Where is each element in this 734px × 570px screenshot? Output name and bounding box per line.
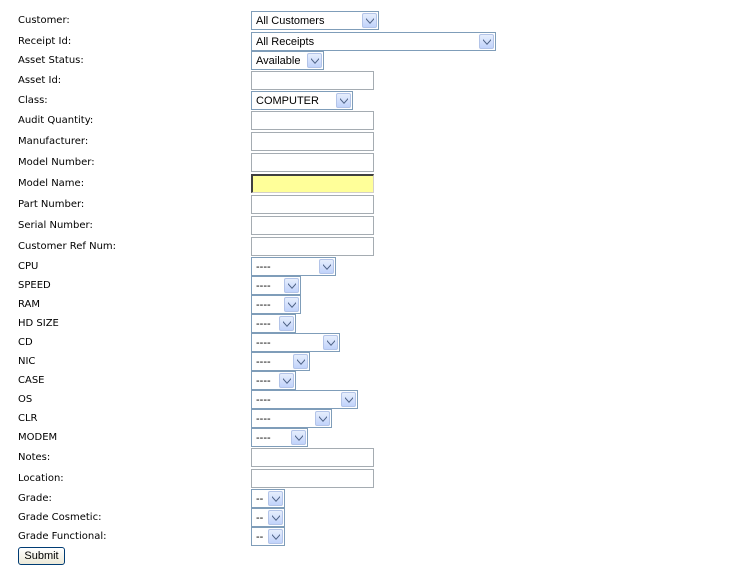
grade-dropdown-arrow[interactable] <box>268 491 283 506</box>
row-hd-size <box>0 314 734 333</box>
case-dropdown-arrow[interactable] <box>279 373 294 388</box>
hd-size-select-value: ---- <box>256 318 271 330</box>
chevron-down-icon <box>283 378 291 384</box>
receipt-id-dropdown-arrow[interactable] <box>479 34 494 49</box>
grade-cosmetic-dropdown-arrow[interactable] <box>268 510 283 525</box>
receipt-id-select[interactable] <box>251 32 496 51</box>
chevron-down-icon <box>297 359 305 365</box>
manufacturer-label: Manufacturer: <box>18 136 89 147</box>
chevron-down-icon <box>283 321 291 327</box>
os-dropdown-arrow[interactable] <box>341 392 356 407</box>
row-grade-functional <box>0 527 734 546</box>
hd-size-label: HD SIZE <box>18 318 59 329</box>
grade-label: Grade: <box>18 493 52 504</box>
chevron-down-icon <box>288 302 296 308</box>
case-select-value: ---- <box>256 375 271 387</box>
receipt-id-label: Receipt Id: <box>18 36 72 47</box>
ram-select[interactable] <box>251 295 301 314</box>
modem-dropdown-arrow[interactable] <box>291 430 306 445</box>
grade-functional-label: Grade Functional: <box>18 531 107 542</box>
chevron-down-icon <box>295 435 303 441</box>
manufacturer-input[interactable] <box>251 132 374 151</box>
row-ram <box>0 295 734 314</box>
cd-select[interactable] <box>251 333 340 352</box>
clr-dropdown-arrow[interactable] <box>315 411 330 426</box>
customer-ref-num-input[interactable] <box>251 237 374 256</box>
cpu-select-value: ---- <box>256 261 271 273</box>
nic-select-value: ---- <box>256 356 271 368</box>
serial-number-label: Serial Number: <box>18 220 93 231</box>
submit-button[interactable]: Submit <box>18 547 65 565</box>
modem-label: MODEM <box>18 432 58 443</box>
notes-label: Notes: <box>18 452 51 463</box>
class-label: Class: <box>18 95 48 106</box>
chevron-down-icon <box>323 264 331 270</box>
row-grade <box>0 489 734 508</box>
ram-label: RAM <box>18 299 41 310</box>
notes-input[interactable] <box>251 448 374 467</box>
chevron-down-icon <box>272 496 280 502</box>
chevron-down-icon <box>327 340 335 346</box>
row-customer <box>0 11 734 30</box>
modem-select-value: ---- <box>256 432 271 444</box>
customer-ref-num-label: Customer Ref Num: <box>18 241 117 252</box>
location-input[interactable] <box>251 469 374 488</box>
customer-dropdown-arrow[interactable] <box>362 13 377 28</box>
speed-select-value: ---- <box>256 280 271 292</box>
cd-dropdown-arrow[interactable] <box>323 335 338 350</box>
row-case <box>0 371 734 390</box>
row-speed <box>0 276 734 295</box>
model-name-input[interactable] <box>251 174 374 193</box>
customer-select-value: All Customers <box>256 15 325 27</box>
receipt-id-select-value: All Receipts <box>256 36 315 48</box>
grade-select-value: -- <box>256 493 264 505</box>
chevron-down-icon <box>340 98 348 104</box>
nic-dropdown-arrow[interactable] <box>293 354 308 369</box>
asset-status-dropdown-arrow[interactable] <box>307 53 322 68</box>
asset-id-input[interactable] <box>251 71 374 90</box>
grade-cosmetic-select-value: -- <box>256 512 264 524</box>
grade-functional-select-value: -- <box>256 531 264 543</box>
cpu-label: CPU <box>18 261 39 272</box>
chevron-down-icon <box>483 39 491 45</box>
ram-dropdown-arrow[interactable] <box>284 297 299 312</box>
chevron-down-icon <box>345 397 353 403</box>
row-modem <box>0 428 734 447</box>
speed-select[interactable] <box>251 276 301 295</box>
speed-dropdown-arrow[interactable] <box>284 278 299 293</box>
chevron-down-icon <box>272 515 280 521</box>
model-number-input[interactable] <box>251 153 374 172</box>
row-os <box>0 390 734 409</box>
asset-status-select-value: Available <box>256 55 301 67</box>
row-nic <box>0 352 734 371</box>
part-number-input[interactable] <box>251 195 374 214</box>
cd-select-value: ---- <box>256 337 271 349</box>
chevron-down-icon <box>311 58 319 64</box>
class-dropdown-arrow[interactable] <box>336 93 351 108</box>
audit-quantity-label: Audit Quantity: <box>18 115 94 126</box>
row-grade-cosmetic <box>0 508 734 527</box>
clr-select[interactable] <box>251 409 332 428</box>
clr-select-value: ---- <box>256 413 271 425</box>
nic-label: NIC <box>18 356 36 367</box>
asset-status-select[interactable] <box>251 51 324 70</box>
hd-size-dropdown-arrow[interactable] <box>279 316 294 331</box>
cpu-dropdown-arrow[interactable] <box>319 259 334 274</box>
chevron-down-icon <box>288 283 296 289</box>
row-asset-status <box>0 51 734 70</box>
row-class <box>0 91 734 110</box>
case-label: CASE <box>18 375 45 386</box>
row-receipt-id <box>0 32 734 51</box>
part-number-label: Part Number: <box>18 199 85 210</box>
customer-label: Customer: <box>18 15 70 26</box>
model-number-label: Model Number: <box>18 157 95 168</box>
grade-functional-select[interactable] <box>251 527 285 546</box>
asset-status-label: Asset Status: <box>18 55 84 66</box>
grade-select[interactable] <box>251 489 285 508</box>
location-label: Location: <box>18 473 64 484</box>
chevron-down-icon <box>319 416 327 422</box>
class-select-value: COMPUTER <box>256 95 319 107</box>
cd-label: CD <box>18 337 33 348</box>
nic-select[interactable] <box>251 352 310 371</box>
os-label: OS <box>18 394 33 405</box>
chevron-down-icon <box>366 18 374 24</box>
ram-select-value: ---- <box>256 299 271 311</box>
grade-cosmetic-select[interactable] <box>251 508 285 527</box>
speed-label: SPEED <box>18 280 51 291</box>
row-cpu <box>0 257 734 276</box>
grade-cosmetic-label: Grade Cosmetic: <box>18 512 102 523</box>
chevron-down-icon <box>272 534 280 540</box>
hd-size-select[interactable] <box>251 314 296 333</box>
asset-id-label: Asset Id: <box>18 75 62 86</box>
model-name-label: Model Name: <box>18 178 85 189</box>
customer-select[interactable] <box>251 11 379 30</box>
row-cd <box>0 333 734 352</box>
row-clr <box>0 409 734 428</box>
grade-functional-dropdown-arrow[interactable] <box>268 529 283 544</box>
serial-number-input[interactable] <box>251 216 374 235</box>
os-select[interactable] <box>251 390 358 409</box>
case-select[interactable] <box>251 371 296 390</box>
cpu-select[interactable] <box>251 257 336 276</box>
class-select[interactable] <box>251 91 353 110</box>
os-select-value: ---- <box>256 394 271 406</box>
modem-select[interactable] <box>251 428 308 447</box>
clr-label: CLR <box>18 413 38 424</box>
audit-quantity-input[interactable] <box>251 111 374 130</box>
